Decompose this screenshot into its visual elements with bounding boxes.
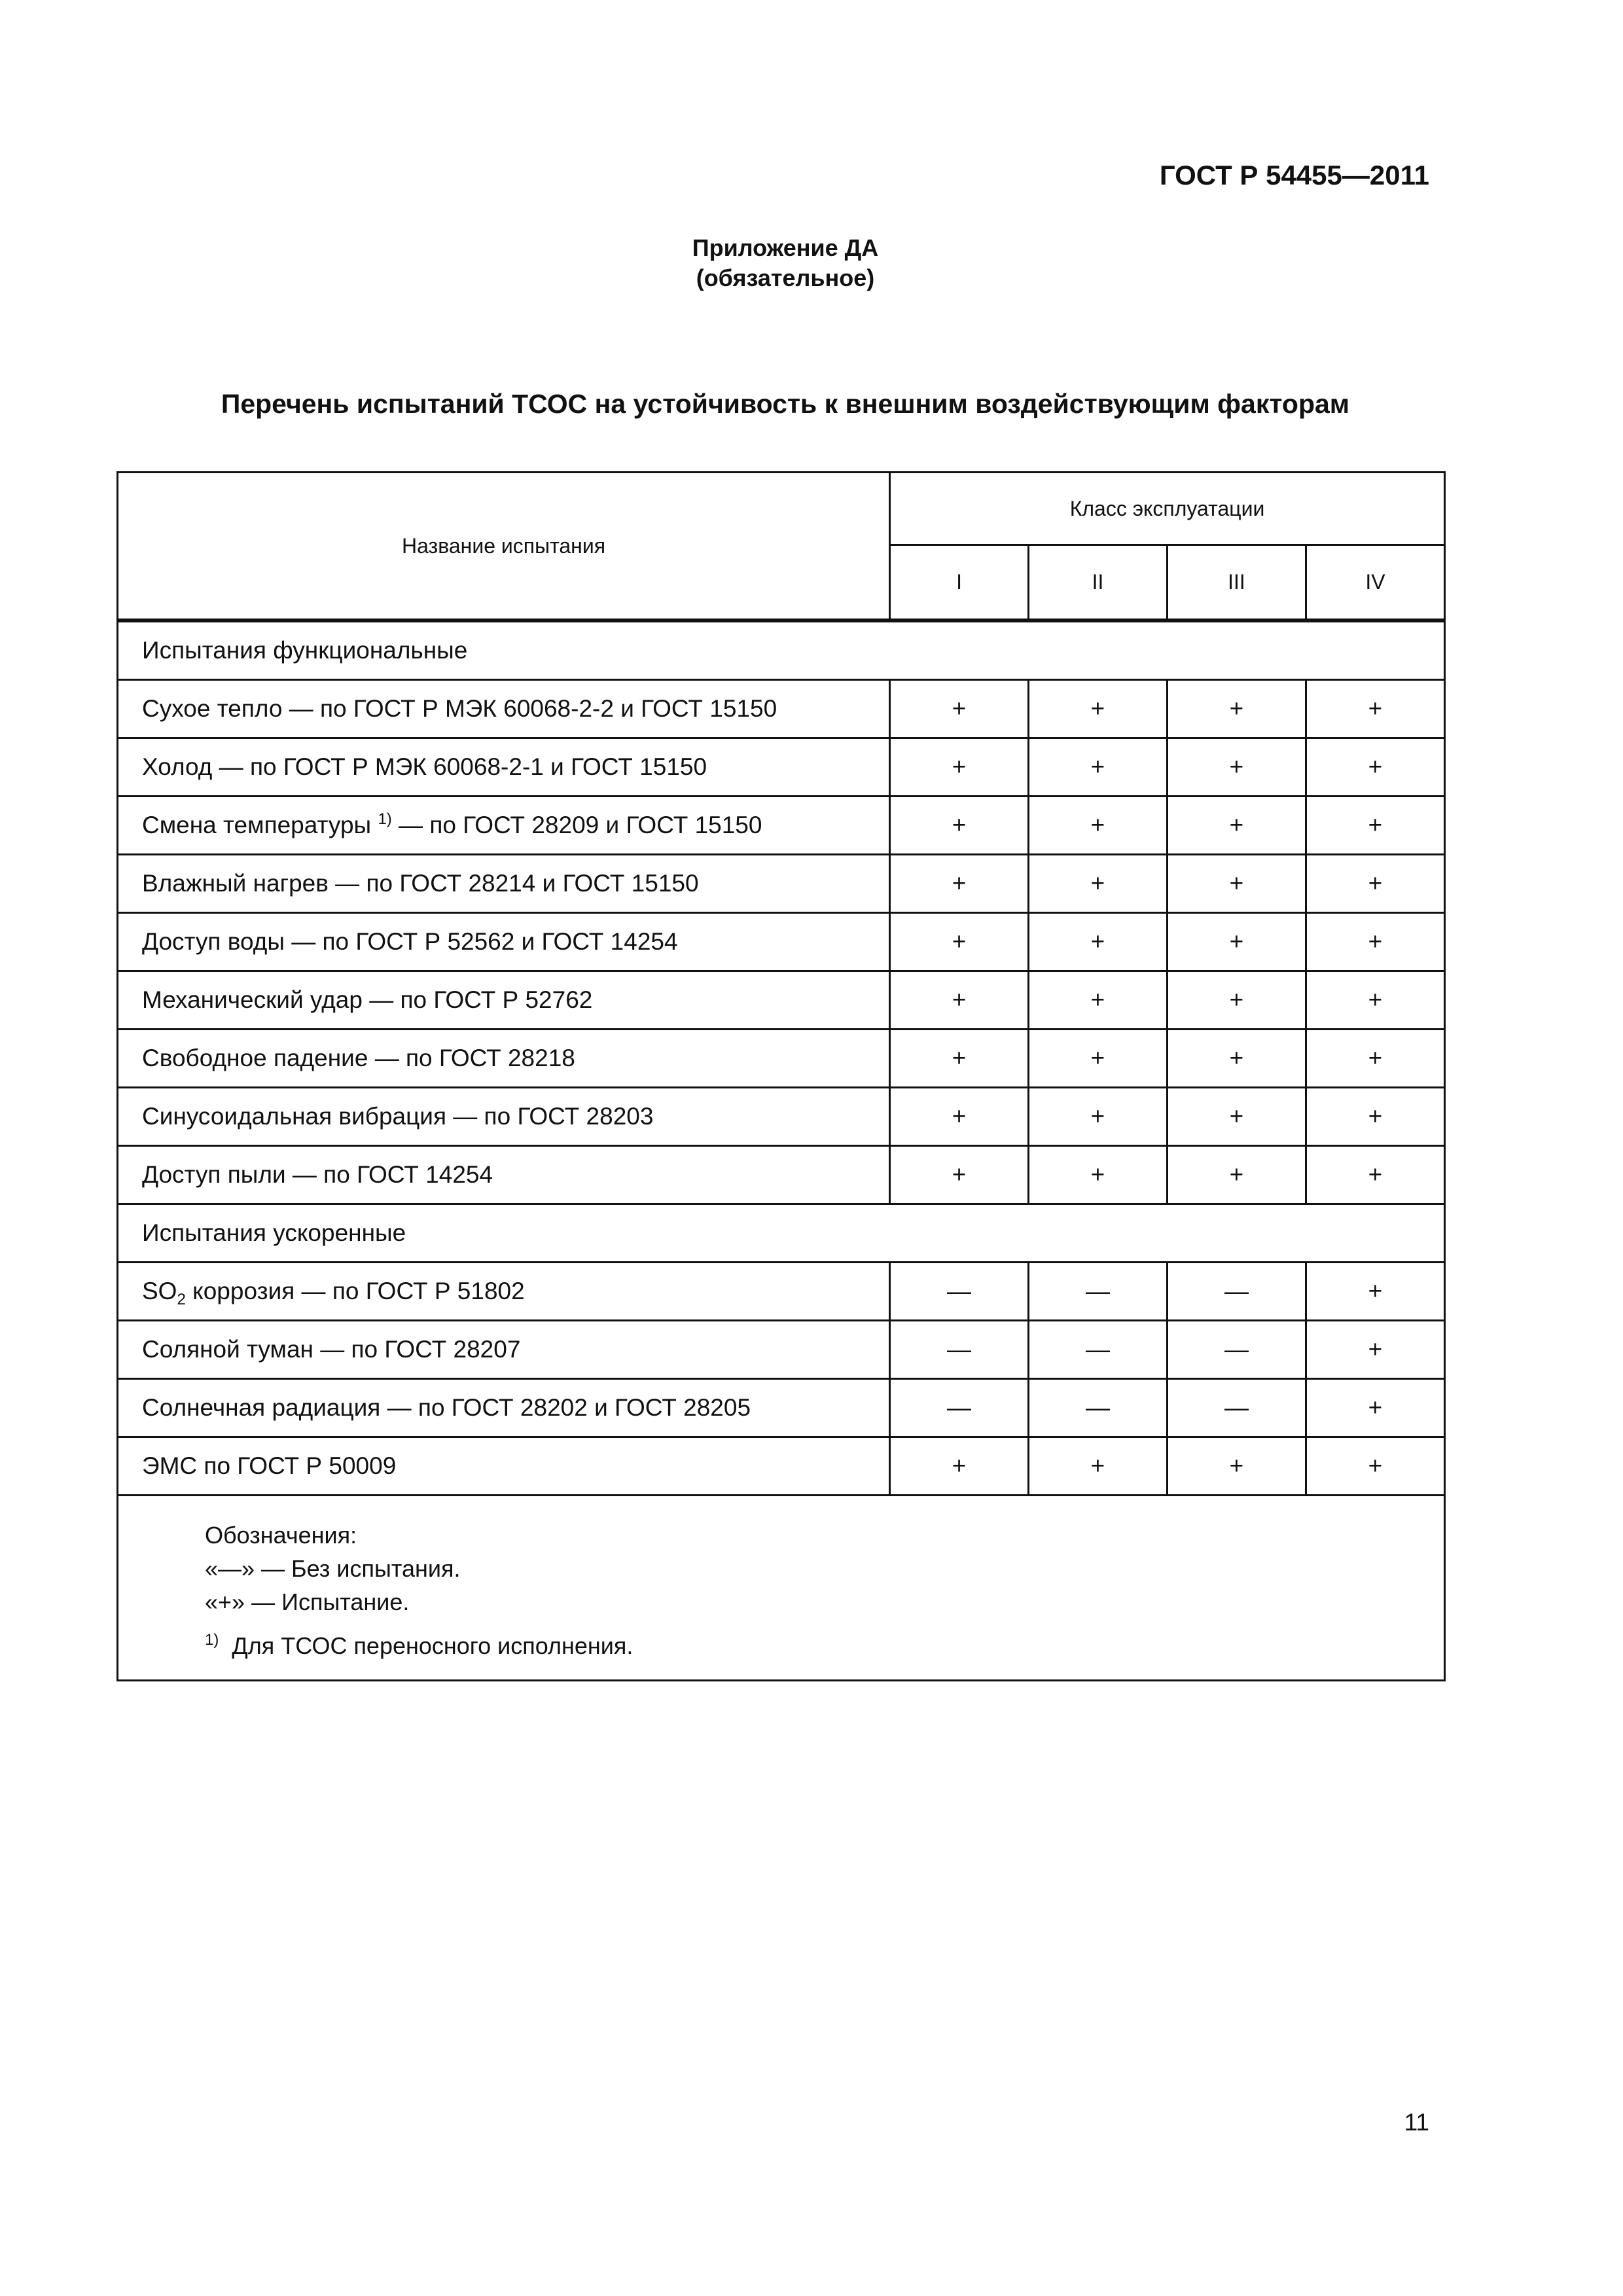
- mark-cell: +: [1167, 913, 1306, 971]
- mark-cell: +: [1306, 1030, 1444, 1088]
- footnote-mark: 1): [205, 1631, 219, 1649]
- mark-cell: +: [890, 1088, 1029, 1146]
- note-plus: «+» — Испытание.: [205, 1588, 410, 1615]
- mark-cell: +: [1167, 1437, 1306, 1496]
- mark-cell: +: [1306, 1437, 1444, 1496]
- test-name: Холод — по ГОСТ Р МЭК 60068-2-1 и ГОСТ 15150: [118, 738, 890, 797]
- mark-cell: +: [1167, 855, 1306, 913]
- mark-cell: —: [1167, 1263, 1306, 1321]
- mark-cell: +: [1029, 680, 1168, 738]
- class-header-2: II: [1029, 545, 1168, 620]
- class-header-4: IV: [1306, 545, 1444, 620]
- mark-cell: +: [1029, 1030, 1168, 1088]
- mark-cell: +: [1167, 1088, 1306, 1146]
- mark-cell: +: [890, 1146, 1029, 1204]
- mark-cell: +: [1167, 971, 1306, 1030]
- table-row: [118, 680, 1445, 738]
- test-name: ЭМС по ГОСТ Р 50009: [118, 1437, 890, 1496]
- mark-cell: —: [890, 1321, 1029, 1379]
- mark-cell: +: [1306, 738, 1444, 797]
- page-number: 11: [1404, 2109, 1429, 2136]
- table-row: [118, 1088, 1445, 1146]
- class-header-1: I: [890, 545, 1029, 620]
- document-title: Перечень испытаний ТСОС на устойчивость к внешним воздействующим факторам: [221, 389, 1350, 419]
- tests-table: [116, 471, 1446, 1681]
- mark-cell: —: [890, 1263, 1029, 1321]
- mark-cell: —: [1029, 1321, 1168, 1379]
- footnote: [205, 1629, 1444, 1662]
- test-name: Влажный нагрев — по ГОСТ 28214 и ГОСТ 15150: [118, 855, 890, 913]
- mark-cell: +: [1029, 1088, 1168, 1146]
- test-name: Сухое тепло — по ГОСТ Р МЭК 60068-2-2 и ГОСТ 15150: [118, 680, 890, 738]
- table-row: [118, 1146, 1445, 1204]
- table-row: [118, 971, 1445, 1030]
- mark-cell: +: [1306, 797, 1444, 855]
- document-code: ГОСТ Р 54455—2011: [1159, 160, 1429, 190]
- mark-cell: +: [1029, 855, 1168, 913]
- test-name-header: Название испытания: [118, 473, 890, 620]
- table-row: [118, 1030, 1445, 1088]
- mark-cell: +: [1167, 738, 1306, 797]
- test-name: Механический удар — по ГОСТ Р 52762: [118, 971, 890, 1030]
- operation-class-header: Класс эксплуатации: [890, 473, 1445, 545]
- table-row: [118, 1379, 1445, 1437]
- subscript: 2: [177, 1291, 186, 1308]
- mark-cell: +: [1029, 1146, 1168, 1204]
- mark-cell: +: [1306, 1263, 1444, 1321]
- note-dash: «—» — Без испытания.: [205, 1555, 461, 1582]
- mark-cell: +: [1029, 971, 1168, 1030]
- table-row: [118, 1437, 1445, 1496]
- table-row: [118, 1321, 1445, 1379]
- footnote-text: Для ТСОС переносного исполнения.: [232, 1632, 633, 1659]
- mark-cell: +: [1306, 1379, 1444, 1437]
- mark-cell: +: [890, 913, 1029, 971]
- mark-cell: +: [1306, 913, 1444, 971]
- test-name: Свободное падение — по ГОСТ 28218: [118, 1030, 890, 1088]
- mark-cell: —: [890, 1379, 1029, 1437]
- test-name: Солнечная радиация — по ГОСТ 28202 и ГОСТ 28205: [118, 1379, 890, 1437]
- mark-cell: +: [1029, 738, 1168, 797]
- table-row: [118, 738, 1445, 797]
- mark-cell: +: [1306, 971, 1444, 1030]
- mark-cell: +: [1029, 797, 1168, 855]
- mark-cell: +: [890, 971, 1029, 1030]
- section-functional: Испытания функциональные: [118, 622, 1445, 680]
- table-row: [118, 797, 1445, 855]
- mark-cell: +: [1306, 680, 1444, 738]
- footnote-ref: 1): [378, 810, 392, 828]
- mark-cell: +: [1306, 1146, 1444, 1204]
- mark-cell: +: [890, 797, 1029, 855]
- test-name: Доступ воды — по ГОСТ Р 52562 и ГОСТ 14254: [118, 913, 890, 971]
- test-name: [118, 797, 890, 855]
- mark-cell: +: [890, 680, 1029, 738]
- test-name: Доступ пыли — по ГОСТ 14254: [118, 1146, 890, 1204]
- test-name: [118, 1263, 890, 1321]
- mark-cell: +: [890, 738, 1029, 797]
- test-name-text: — по ГОСТ 28209 и ГОСТ 15150: [391, 812, 762, 838]
- mark-cell: +: [890, 1437, 1029, 1496]
- table-row: [118, 913, 1445, 971]
- mark-cell: +: [1029, 913, 1168, 971]
- test-name-text: Смена температуры: [142, 812, 372, 838]
- mark-cell: +: [1306, 1088, 1444, 1146]
- table-row: [118, 1263, 1445, 1321]
- section-accelerated: Испытания ускоренные: [118, 1204, 1445, 1263]
- test-name: Соляной туман — по ГОСТ 28207: [118, 1321, 890, 1379]
- mark-cell: +: [1167, 1030, 1306, 1088]
- mark-cell: +: [1167, 680, 1306, 738]
- mark-cell: —: [1167, 1321, 1306, 1379]
- test-name-text: коррозия — по ГОСТ Р 51802: [185, 1278, 525, 1304]
- table-notes: [118, 1496, 1445, 1681]
- mark-cell: +: [1306, 855, 1444, 913]
- mark-cell: —: [1167, 1379, 1306, 1437]
- mark-cell: +: [890, 1030, 1029, 1088]
- appendix-status: (обязательное): [696, 264, 875, 291]
- mark-cell: +: [1029, 1437, 1168, 1496]
- mark-cell: +: [1306, 1321, 1444, 1379]
- mark-cell: +: [1167, 797, 1306, 855]
- notes-heading: Обозначения:: [205, 1522, 357, 1549]
- test-name: Синусоидальная вибрация — по ГОСТ 28203: [118, 1088, 890, 1146]
- mark-cell: —: [1029, 1379, 1168, 1437]
- class-header-3: III: [1167, 545, 1306, 620]
- table-row: [118, 855, 1445, 913]
- mark-cell: +: [1167, 1146, 1306, 1204]
- mark-cell: +: [890, 855, 1029, 913]
- mark-cell: —: [1029, 1263, 1168, 1321]
- test-name-text: SO: [142, 1278, 177, 1304]
- appendix-title: Приложение ДА: [692, 234, 879, 261]
